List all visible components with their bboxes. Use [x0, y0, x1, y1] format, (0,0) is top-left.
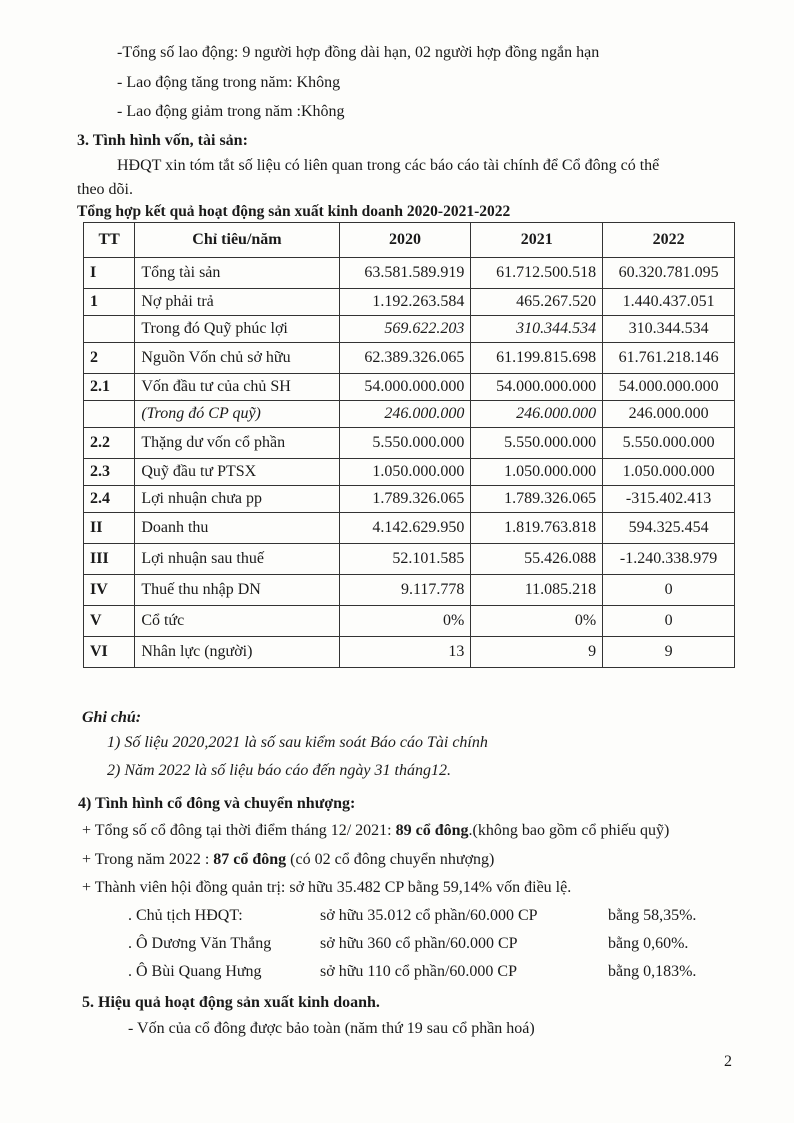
section3-intro-line2: theo dõi.: [77, 181, 133, 198]
row-value-2021: 1.789.326.065: [471, 486, 603, 513]
row-label: Vốn đầu tư của chủ SH: [135, 374, 339, 401]
row-value-2022: 1.440.437.051: [603, 289, 735, 316]
shareholder-count-2022: [82, 851, 494, 869]
table-row: [84, 637, 735, 668]
row-value-2020: 62.389.326.065: [339, 343, 471, 374]
shareholder-count-2021: [82, 822, 669, 840]
row-value-2021: 310.344.534: [471, 316, 603, 343]
row-value-2020: 4.142.629.950: [339, 513, 471, 544]
labor-total-line: -Tổng số lao động: 9 người hợp đồng dài hạn, 02 người hợp đồng ngắn hạn: [117, 44, 600, 61]
row-value-2021: 465.267.520: [471, 289, 603, 316]
row-value-2022: 60.320.781.095: [603, 258, 735, 289]
table-header-tt: TT: [84, 223, 135, 258]
labor-decrease-line: - Lao động giảm trong năm :Không: [117, 103, 345, 120]
shareholder-count-2022-prefix: + Trong năm 2022 :: [82, 851, 214, 868]
row-label: Nợ phải trả: [135, 289, 339, 316]
shareholder-count-2021-prefix: + Tổng số cổ đông tại thời điểm tháng 12/ 2021:: [82, 822, 396, 839]
table-header-2020: 2020: [339, 223, 471, 258]
row-value-2020: 0%: [339, 606, 471, 637]
row-value-2020: 13: [339, 637, 471, 668]
row-tt: I: [84, 258, 135, 289]
row-value-2021: 61.712.500.518: [471, 258, 603, 289]
shareholder-count-2022-value: 87 cổ đông: [213, 851, 287, 868]
table-row: [84, 258, 735, 289]
board-ownership-line: + Thành viên hội đồng quản trị: sở hữu 35.482 CP bằng 59,14% vốn điều lệ.: [82, 879, 572, 896]
member-name: . Ô Bùi Quang Hưng: [128, 963, 262, 980]
member-holding: sở hữu 110 cổ phần/60.000 CP: [320, 963, 517, 980]
member-ratio: bằng 0,183%.: [608, 963, 697, 980]
shareholder-count-2021-suffix: .(không bao gồm cổ phiếu quỹ): [468, 822, 670, 839]
section3-intro-line1: HĐQT xin tóm tắt số liệu có liên quan trong các báo cáo tài chính để Cổ đông có thể: [117, 157, 660, 174]
row-value-2020: 1.192.263.584: [339, 289, 471, 316]
table-row: [84, 428, 735, 459]
table-row: [84, 316, 735, 343]
row-tt: 2.2: [84, 428, 135, 459]
shareholder-count-2022-suffix: (có 02 cổ đông chuyển nhượng): [286, 851, 495, 868]
row-value-2022: 5.550.000.000: [603, 428, 735, 459]
table-title: Tổng hợp kết quả hoạt động sản xuất kinh doanh 2020-2021-2022: [77, 203, 511, 220]
row-value-2020: 9.117.778: [339, 575, 471, 606]
row-tt: V: [84, 606, 135, 637]
row-value-2021: 55.426.088: [471, 544, 603, 575]
table-row: [84, 459, 735, 486]
row-label: Nhân lực (người): [135, 637, 339, 668]
row-value-2020: 1.789.326.065: [339, 486, 471, 513]
row-label: Trong đó Quỹ phúc lợi: [135, 316, 339, 343]
results-table: [83, 222, 735, 668]
row-value-2021: 9: [471, 637, 603, 668]
row-label: Thuế thu nhập DN: [135, 575, 339, 606]
table-header-indicator: Chỉ tiêu/năm: [135, 223, 339, 258]
row-label: Quỹ đầu tư PTSX: [135, 459, 339, 486]
row-tt: 2.4: [84, 486, 135, 513]
notes-heading: Ghi chú:: [82, 709, 142, 726]
table-row: [84, 544, 735, 575]
table-row: [84, 486, 735, 513]
row-tt: 1: [84, 289, 135, 316]
row-tt: 2: [84, 343, 135, 374]
row-tt: VI: [84, 637, 135, 668]
row-tt: 2.3: [84, 459, 135, 486]
row-label: Lợi nhuận sau thuế: [135, 544, 339, 575]
row-label: Lợi nhuận chưa pp: [135, 486, 339, 513]
row-value-2022: 594.325.454: [603, 513, 735, 544]
row-value-2022: 246.000.000: [603, 401, 735, 428]
row-label: Thặng dư vốn cổ phần: [135, 428, 339, 459]
row-tt: III: [84, 544, 135, 575]
row-value-2021: 61.199.815.698: [471, 343, 603, 374]
shareholder-count-2021-value: 89 cổ đông: [395, 822, 469, 839]
member-holding: sở hữu 360 cổ phần/60.000 CP: [320, 935, 518, 952]
row-value-2020: 5.550.000.000: [339, 428, 471, 459]
table-header-2022: 2022: [603, 223, 735, 258]
member-ratio: bằng 58,35%.: [608, 907, 697, 924]
row-tt: [84, 316, 135, 343]
row-label: Cổ tức: [135, 606, 339, 637]
member-name: . Chủ tịch HĐQT:: [128, 907, 243, 924]
table-row: [84, 401, 735, 428]
table-row: [84, 343, 735, 374]
row-value-2022: 61.761.218.146: [603, 343, 735, 374]
row-value-2021: 11.085.218: [471, 575, 603, 606]
note-1: 1) Số liệu 2020,2021 là số sau kiểm soát Báo cáo Tài chính: [107, 734, 488, 751]
row-value-2020: 54.000.000.000: [339, 374, 471, 401]
row-label: Nguồn Vốn chủ sở hữu: [135, 343, 339, 374]
table-header-2021: 2021: [471, 223, 603, 258]
row-value-2021: 0%: [471, 606, 603, 637]
row-value-2022: 9: [603, 637, 735, 668]
row-value-2020: 246.000.000: [339, 401, 471, 428]
section4-heading: 4) Tình hình cổ đông và chuyển nhượng:: [78, 795, 356, 812]
row-label: Doanh thu: [135, 513, 339, 544]
row-value-2022: 0: [603, 575, 735, 606]
row-tt: [84, 401, 135, 428]
member-holding: sở hữu 35.012 cổ phần/60.000 CP: [320, 907, 538, 924]
row-value-2020: 569.622.203: [339, 316, 471, 343]
member-ratio: bằng 0,60%.: [608, 935, 689, 952]
row-tt: 2.1: [84, 374, 135, 401]
row-value-2020: 52.101.585: [339, 544, 471, 575]
row-tt: IV: [84, 575, 135, 606]
row-label: Tổng tài sản: [135, 258, 339, 289]
row-label: (Trong đó CP quỹ): [135, 401, 339, 428]
row-value-2021: 246.000.000: [471, 401, 603, 428]
row-value-2020: 63.581.589.919: [339, 258, 471, 289]
row-tt: II: [84, 513, 135, 544]
row-value-2021: 1.819.763.818: [471, 513, 603, 544]
row-value-2021: 54.000.000.000: [471, 374, 603, 401]
table-row: [84, 374, 735, 401]
member-name: . Ô Dương Văn Thắng: [128, 935, 272, 952]
row-value-2020: 1.050.000.000: [339, 459, 471, 486]
section3-heading: 3. Tình hình vốn, tài sản:: [77, 132, 248, 149]
row-value-2022: 0: [603, 606, 735, 637]
row-value-2022: 1.050.000.000: [603, 459, 735, 486]
row-value-2022: 54.000.000.000: [603, 374, 735, 401]
row-value-2022: -315.402.413: [603, 486, 735, 513]
row-value-2021: 1.050.000.000: [471, 459, 603, 486]
section5-line1: - Vốn của cổ đông được bảo toàn (năm thứ 19 sau cổ phần hoá): [128, 1020, 535, 1037]
row-value-2022: 310.344.534: [603, 316, 735, 343]
table-row: [84, 606, 735, 637]
table-row: [84, 289, 735, 316]
row-value-2022: -1.240.338.979: [603, 544, 735, 575]
table-row: [84, 575, 735, 606]
section5-heading: 5. Hiệu quả hoạt động sản xuất kinh doanh.: [82, 994, 380, 1011]
row-value-2021: 5.550.000.000: [471, 428, 603, 459]
page-number: 2: [724, 1053, 732, 1070]
table-row: [84, 513, 735, 544]
note-2: 2) Năm 2022 là số liệu báo cáo đến ngày 31 tháng12.: [107, 762, 451, 779]
labor-increase-line: - Lao động tăng trong năm: Không: [117, 74, 341, 91]
